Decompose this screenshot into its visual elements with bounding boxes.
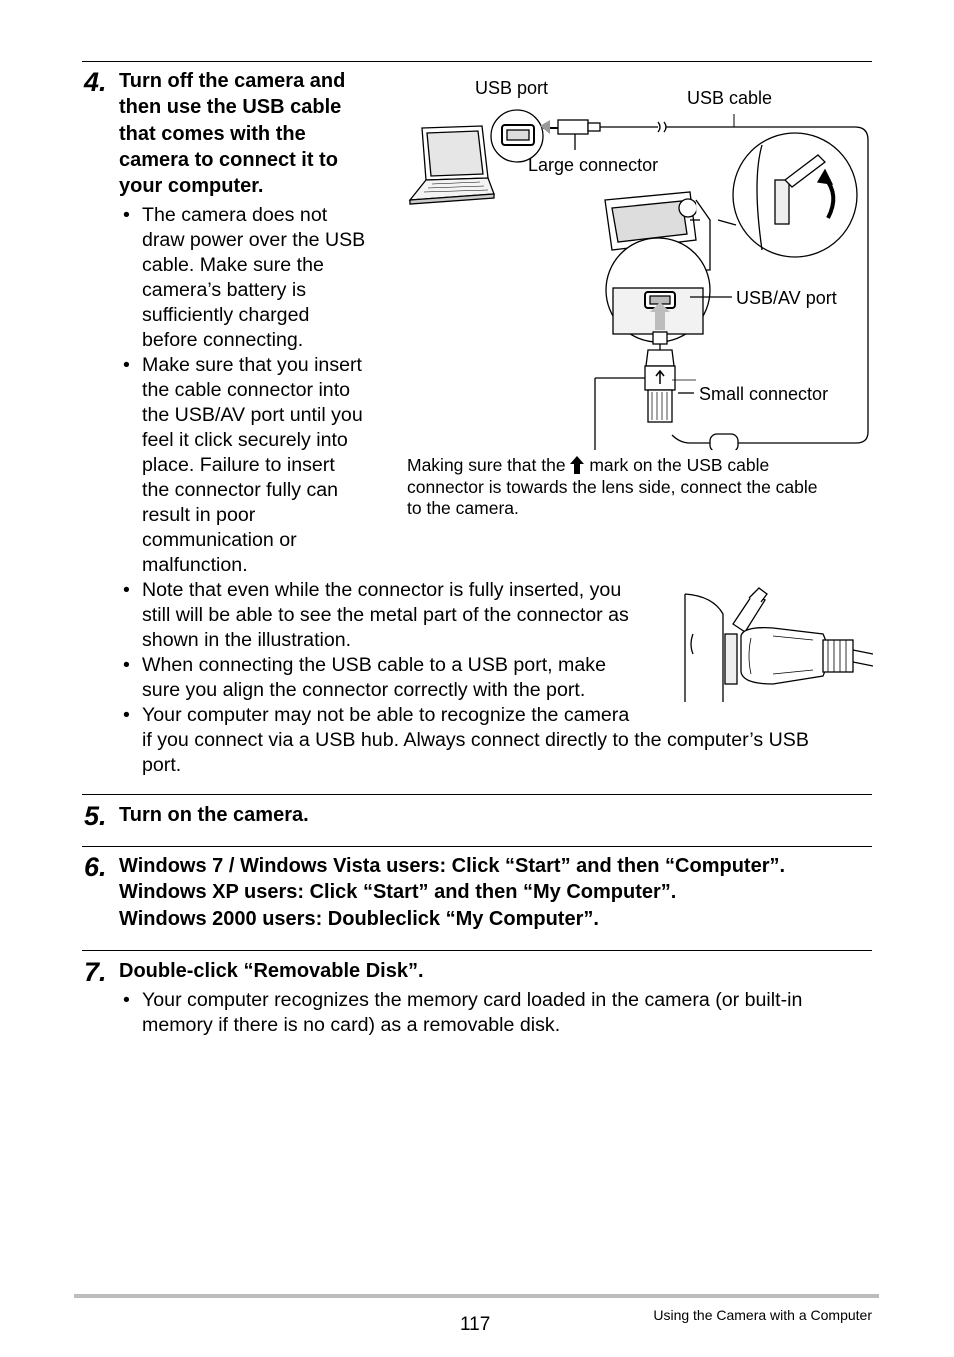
- step-7-title: Double-click “Removable Disk”.: [119, 960, 424, 982]
- diagram-caption: Making sure that the mark on the USB cable connector is towards the lens side, connect the cable to the camera.: [407, 455, 818, 518]
- step-4-title-line: camera to connect it to: [119, 148, 338, 171]
- bullet-item: • Your computer may not be able to recognize the camera if you connect via a USB hub. Always connect directly to the computer’s USB port.: [119, 703, 879, 778]
- step-4-title: [119, 68, 399, 199]
- bullet-item: • The camera does not draw power over the USB cable. Make sure the camera’s battery is sufficiently charged before connecting.: [119, 203, 389, 353]
- laptop-icon: [410, 126, 494, 204]
- usb-cable-label: USB cable: [687, 88, 773, 108]
- step-4-bullet-list: [119, 203, 389, 578]
- bullet-item: • Make sure that you insert the cable connector into the USB/AV port until you feel it click securely into place. Failure to insert the connector fully can result in poor communication or malfunction.: [119, 353, 389, 578]
- footer-rule: [74, 1294, 879, 1298]
- footer-section-title: Using the Camera with a Computer: [653, 1307, 872, 1323]
- step-6-number: 6.: [84, 852, 107, 882]
- step-7-number: 7.: [84, 957, 107, 987]
- step-4-title-line: then use the USB cable: [119, 96, 342, 119]
- large-connector-label: Large connector: [528, 155, 659, 175]
- bullet-item: • Your computer recognizes the memory card loaded in the camera (or built-in memory if there is no card) as a removable disk.: [119, 988, 879, 1038]
- small-connector-label: Small connector: [699, 384, 829, 404]
- up-arrow-icon: [570, 456, 584, 474]
- divider-step-7: [82, 950, 872, 951]
- step-5-title: Turn on the camera.: [119, 804, 309, 826]
- step-4-number: 4.: [84, 67, 107, 97]
- divider-step-6: [82, 846, 872, 847]
- step-6-title: [119, 853, 879, 932]
- step-6-line: Windows XP users: Click “Start” and then “My Computer”.: [119, 881, 677, 904]
- usb-av-port-detail: [606, 238, 732, 342]
- step-5-number: 5.: [84, 801, 107, 831]
- top-rule: [82, 61, 872, 62]
- bullet-item: • When connecting the USB cable to a USB port, make sure you align the connector correctly with the port.: [119, 653, 879, 703]
- step-6-line: Windows 7 / Windows Vista users: Click “Start” and then “Computer”.: [119, 855, 786, 877]
- usb-port-label: USB port: [475, 78, 549, 98]
- bullet-item: • Note that even while the connector is fully inserted, you still will be able to see the metal part of the connector as shown in the illustration.: [119, 578, 879, 653]
- side-port-detail: [718, 133, 857, 257]
- page-number: 117: [460, 1314, 491, 1335]
- step-7-bullet-list: [119, 988, 879, 1038]
- connector-closeup-illustration: [683, 584, 873, 704]
- step-4-title-line: your computer.: [119, 175, 264, 198]
- step-4-title-line: that comes with the: [119, 122, 306, 145]
- usb-av-port-label: USB/AV port: [736, 288, 837, 308]
- divider-step-5: [82, 794, 872, 795]
- step-6-line: Windows 2000 users: Doubleclick “My Computer”.: [119, 907, 599, 930]
- step-4-title-line: Turn off the camera and: [119, 70, 346, 92]
